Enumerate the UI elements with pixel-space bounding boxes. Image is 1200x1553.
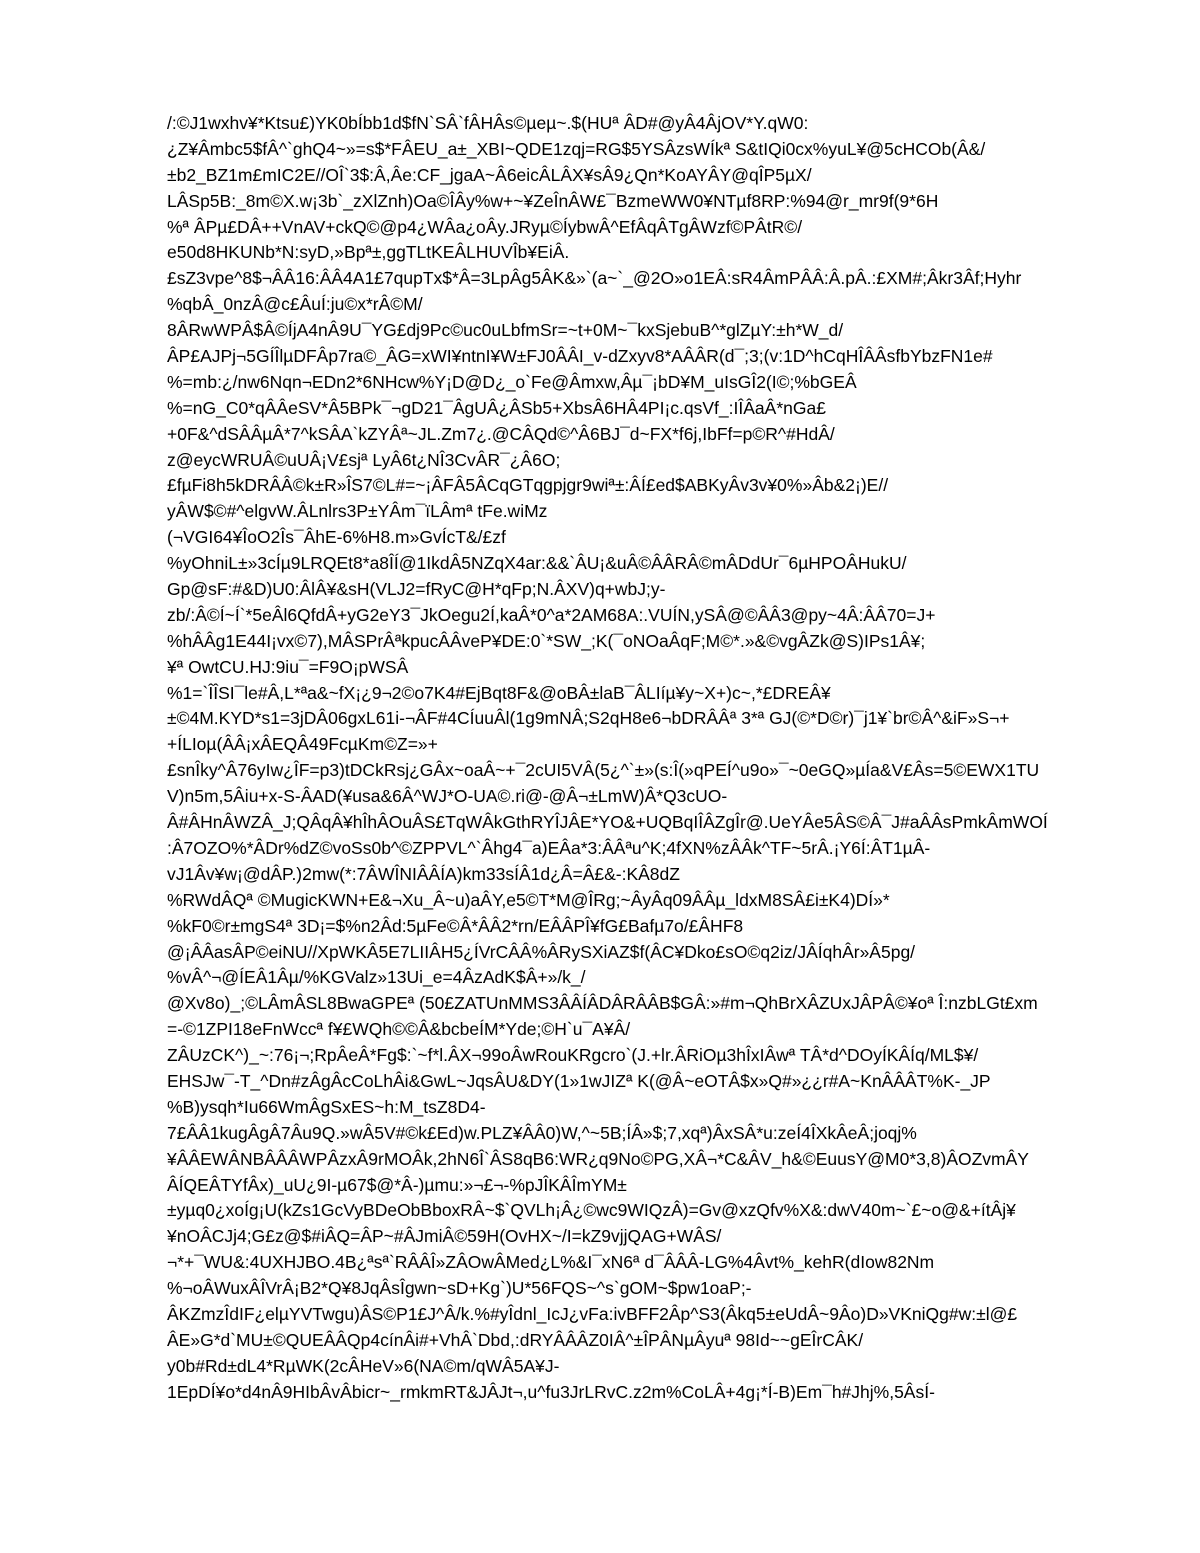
text-line: ¿Z¥Âmbc5$fÂ^`ghQ4~»=s$*FÂEU_a±_XBI~QDE1zqj=RG$5YSÂzsWÍkª S&tIQi0cx%yuL¥@5cHCOb(Â&/ (167, 138, 986, 159)
text-line: %B)ysqh*Iu66WmÂgSxES~h:M_tsZ8D4- (167, 1096, 486, 1117)
text-line: %1=`ÎÎSI¯le#Â,L*ªa&~fX¡¿9¬2©o7K4#EjBqt8F&@oBÂ±laB¯ÂLIíµ¥y~X+)c~,*£DREÂ¥ (167, 682, 831, 703)
text-line: %=mb:¿/nw6Nqn¬EDn2*6NHcw%Y¡D@D¿_o`Fe@Âmxw,Âµ¯¡bD¥M_uIsGÎ2(I©;%bGEÂ (167, 371, 857, 392)
text-line: ÂKZmzÎdIF¿elµYVTwgu)ÂS©P1£J^Â/k.%#yÎdnl_IcJ¿vFa:ivBFF2Âp^S3(Âkq5±eUdÂ~9Âo)D»VKniQg#w:±l@£ (167, 1303, 1018, 1324)
text-line: £sZ3vpe^8$¬ÂÂ16:ÂÂ4A1£7qupTx$*Â=3LpÂg5ÂK&»`(a~`_@2O»o1EÂ:sR4ÂmPÂÂ:Â.pÂ.:£XM#;Âkr3Âf;Hyhr (167, 268, 1022, 289)
text-line: ZÂUzCK^)_~:76¡¬;RpÂeÂ*Fg$:`~f*l.ÂX¬99oÂwRouKRgcro`(J.+lr.ÂRiOµ3hÎxIÂwª TÂ*d^DOyÍKÂÍq/ML$¥/ (167, 1045, 979, 1066)
text-line: 7£ÂÂ1kugÂgÂ7Âu9Q.»wÂ5V#©k£Ed)w.PLZ¥ÂÂ0)W,^~5B;ÍÂ»$;7,xqª)ÂxSÂ*u:zeÍ4ÎXkÂeÂ;joqj% (167, 1122, 917, 1143)
text-line: +ÍLIoµ(ÂÂ¡xÂEQÂ49FcµKm©Z=»+ (167, 734, 438, 755)
text-line: ¥ÂÂEWÂNBÂÂÂWPÂzxÂ9rMOÂk,2hN6Î`ÂS8qB6:WR¿q9No©PG,XÂ¬*C&ÂV_h&©EuusY@M0*3,8)ÂOZvmÂY (167, 1148, 1029, 1169)
text-line: y0b#Rd±dL4*RµWK(2cÂHeV»6(NA©m/qWÂ5A¥J- (167, 1355, 560, 1376)
text-line: ±b2_BZ1m£mIC2E//OÎ`3$:Â,Âe:CF_jgaA~Â6eicÂLÂX¥sÂ9¿Qn*KoAYÂY@qÎP5µX/ (167, 164, 812, 185)
text-line: V)n5m,5Âiu+x-S-ÂAD(¥usa&6Â^WJ*O-UA©.ri@-@Â¬±LmW)Â*Q3cUO- (167, 786, 728, 807)
text-line: ¥nOÂCJj4;G£z@$#iÂQ=ÂP~#ÂJmiÂ©59H(OvHX~/I=kZ9vjjQAG+WÂS/ (167, 1226, 722, 1247)
text-line: %hÂÂg1E44I¡vx©7),MÂSPrÂªkpucÂÂveP¥DE:0`*SW_;K(¯oNOaÂqF;M©*.»&©vgÂZk@S)IPs1Â¥; (167, 630, 926, 651)
text-line: £fµFi8h5kDRÂÂ©k±R»ÎS7©L#=~¡ÂFÂ5ÂCqGTqgpjgr9wiª±:ÂÍ£ed$ABKyÂv3v¥0%»Âb&2¡)E// (167, 475, 889, 496)
text-line: e50d8HKUNb*N:syD,»Bpª±,ggTLtKEÂLHUVÎb¥EiÂ. (167, 242, 570, 263)
text-line: ±©4M.KYD*s1=3jDÂ06gxL61i-¬ÂF#4CÍuuÂl(1g9mNÂ;S2qH8e6¬bDRÂÂª 3*ª GJ(©*D©r)¯j1¥`br©Â^&iF»S¬+ (167, 708, 1010, 729)
text-line: @¡ÂÂasÂP©eiNU//XpWKÂ5E7LIIÂH5¿ÍVrCÂÂ%ÂRySXiAZ$f(ÂC¥Dko£sO©q2iz/JÂÍqhÂr»Â5pg/ (167, 941, 916, 962)
text-line: ¬*+¯WU&:4UXHJBO.4B¿ªsª`RÂÂÎ»ZÂOwÂMed¿L%&I¯xN6ª d¯ÂÂÂ-LG%4Âvt%_kehR(dIow82Nm (167, 1252, 935, 1273)
text-line: yÂW$©#^elgvW.ÂLnlrs3P±YÂm¯ïLÂmª tFe.wiMz (167, 501, 548, 522)
text-line: ÂÍQEÂTYfÂx)_uU¿9I-µ67$@*Â-)µmu:»¬£¬-%pJÎKÂÎmYM± (167, 1174, 627, 1195)
text-line: %=nG_C0*qÂÂeSV*Â5BPk¯¬gD21¯ÂgUÂ¿ÂSb5+XbsÂ6HÂ4PI¡c.qsVf_:IÎÂaÂ*nGa£ (167, 397, 826, 418)
text-line: %qbÂ_0nzÂ@c£ÂuÍ:ju©x*rÂ©M/ (167, 294, 423, 315)
text-line: Â#ÂHnÂWZÂ_J;QÂqÂ¥hÎhÂOuÂS£TqWÂkGthRYÎJÂE*YO&+UQBqIÎÂZgÎr@.UeYÂe5ÂS©Â¯J#aÂÂsPmkÂmWOÍ (167, 812, 1048, 833)
text-line: zb/:Â©Í~Í`*5eÂl6QfdÂ+yG2eY3¯JkOegu2Í,kaÂ*0^a*2AM68A:.VUÍN,ySÂ@©ÂÂ3@py~4Â:ÂÂ70=J+ (167, 604, 936, 625)
text-line: /:©J1wxhv¥*Ktsu£)YK0bÍbb1d$fN`SÂ`fÂHÂs©µeµ~.$(HUª ÂD#@yÂ4ÂjOV*Y.qW0: (167, 113, 809, 133)
text-line: @Xv8o)_;©LÂmÂSL8BwaGPEª (50£ZATUnMMS3ÂÂÍÂDÂRÂÂB$GÂ:»#m¬QhBrXÂZUxJÂPÂ©¥oª Î:nzbLGt£xm (167, 993, 1038, 1014)
text-line: ÂP£AJPj¬5GÍÎlµDFÂp7ra©_ÂG=xWI¥ntnI¥W±FJ0ÂÂI_v-dZxyv8*AÂÂR(d¯;3;(v:1D^hCqHÎÂÂsfbYbzFN1e# (167, 346, 993, 367)
text-line: %RWdÂQª ©MugicKWN+E&¬Xu_Â~u)aÂY,e5©T*M@ÎRg;~ÂyÂq09ÂÂµ_ldxM8SÂ£i±K4)DÍ»* (167, 889, 890, 910)
text-line: %¬oÂWuxÂÎVrÂ¡B2*Q¥8JqÂsÎgwn~sD+Kg`)U*56FQS~^s`gOM~$pw1oaP;- (167, 1278, 752, 1299)
text-line: 8ÂRwWPÂ$Â©ÍjA4nÂ9U¯YG£dj9Pc©uc0uLbfmSr=~t+0M~¯kxSjebuB^*glZµY:±h*W_d/ (167, 320, 844, 341)
text-line: %yOhniL±»3cÍµ9LRQEt8*a8ÎÍ@1IkdÂ5NZqX4ar:&&`ÂU¡&uÂ©ÂÂRÂ©mÂDdUr¯6µHPOÂHukU/ (167, 553, 907, 574)
text-line: vJ1Âv¥w¡@dÂP.)2mw(*:7ÂWÎNIÂÂÍA)km33sÍÂ1d¿Â=Â£&-:KÂ8dZ (167, 863, 680, 884)
text-line: 1EpDÍ¥o*d4nÂ9HIbÂvÂbicr~_rmkmRT&JÂJt¬,u^fu3JrLRvC.z2m%CoLÂ+4g¡*Í-B)Em¯h#Jhj%,5ÂsÍ- (167, 1381, 935, 1402)
document-body (167, 111, 1127, 1406)
text-line: %ª ÂPµ£DÂ++VnAV+ckQ©@p4¿WÂa¿oÂy.JRyµ©ÍybwÂ^EfÂqÂTgÂWzf©PÂtR©/ (167, 216, 803, 237)
text-line: ¥ª OwtCU.HJ:9iu¯=F9O¡pWSÂ (167, 656, 409, 677)
text-line: z@eycWRUÂ©uUÂ¡V£sjª LyÂ6t¿NÎ3CvÂR¯¿Â6O; (167, 449, 561, 470)
text-line: %kF0©r±mgS4ª 3D¡=$%n2Âd:5µFe©Â*ÂÂ2*rn/EÂÂPÎ¥fG£Bafµ7o/£ÂHF8 (167, 915, 744, 936)
text-line: EHSJw¯-T_^Dn#zÂgÂcCoLhÂi&GwL~JqsÂU&DY(1»1wJIZª K(@Â~eOTÂ$x»Q#»¿¿r#A~KnÂÂÂT%K-_JP (167, 1070, 991, 1091)
text-line: £snÎky^Â76yIw¿ÎF=p3)tDCkRsj¿GÂx~oaÂ~+¯2cUI5VÂ(5¿^`±»(s:Î(»qPEÍ^u9o»¯~0eGQ»µÍa&V£Âs=5©EWX1TU (167, 760, 1040, 781)
text-line: =-©1ZPI18eFnWccª f¥£WQh©©Â&bcbeÍM*Yde;©H`u¯A¥Â/ (167, 1019, 631, 1040)
text-line: +0F&^dSÂÂµÂ*7^kSÂA`kZYÂª~JL.Zm7¿.@CÂQd©^Â6BJ¯d~FX*f6j,IbFf=p©R^#HdÂ/ (167, 423, 835, 444)
text-line: (¬VGI64¥ÎoO2Îs¯ÂhE-6%H8.m»GvÍcT&/£zf (167, 527, 506, 548)
text-line: ÂE»G*d`MU±©QUEÂÂQp4cínÂi#+VhÂ`Dbd,:dRYÂÂÂZ0IÂ^±ÎPÂNµÂyuª 98Id~~gEÎrCÂK/ (167, 1329, 864, 1350)
text-line: Gp@sF:#&D)U0:ÂlÂ¥&sH(VLJ2=fRyC@H*qFp;N.ÂXV)q+wbJ;y- (167, 579, 666, 600)
text-line: LÂSp5B:_8m©X.w¡3b`_zXlZnh)Oa©ÎÂy%w+~¥ZeÎnÂW£¯BzmeWW0¥NTµf8RP:%94@r_mr9f(9*6H (167, 190, 939, 211)
text-line: :Â7OZO%*ÂDr%dZ©voSs0b^©ZPPVL^`Âhg4¯a)EÂa*3:ÂÂªu^K;4fXN%zÂÂk^TF~5rÂ.¡Y6Í:ÂT1µÂ- (167, 837, 931, 858)
text-line: %vÂ^¬@ÍEÂ1Âµ/%KGValz»13Ui_e=4ÂzAdK$Â+»/k_/ (167, 967, 586, 988)
text-line: ±yµq0¿xoÍg¡U(kZs1GcVyBDeObBboxRÂ~$`QVLh¡Â¿©wc9WIQzÂ)=Gv@xzQfv%X&:dwV40m~`£~o@&+ítÂj¥ (167, 1200, 1016, 1221)
